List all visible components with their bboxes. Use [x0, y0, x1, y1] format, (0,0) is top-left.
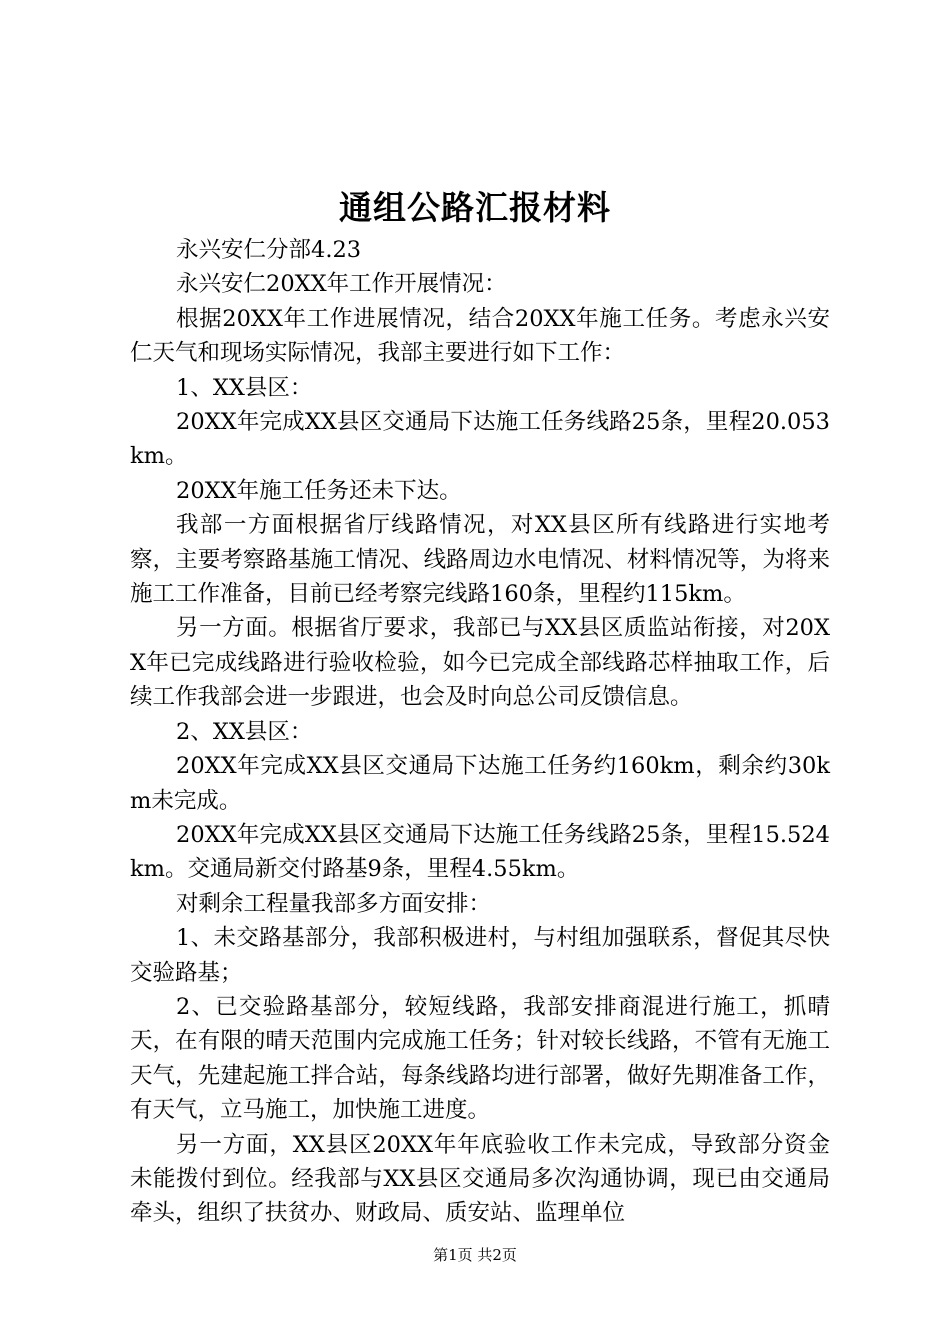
paragraph: 我部一方面根据省厅线路情况，对XX县区所有线路进行实地考察，主要考察路基施工情况、线路周边水电情况、材料情况等，为将来施工工作准备，目前已经考察完线路160条，里程约115km。	[130, 512, 830, 608]
paragraph-heading: 永兴安仁20XX年工作开展情况：	[176, 271, 507, 298]
paragraph: 2、已交验路基部分，较短线路，我部安排商混进行施工，抓晴天，在有限的晴天范围内完成施工任务；针对较长线路，不管有无施工天气，先建起施工拌合站，每条线路均进行部署，做好先期准备工作，有天气，立马施工，加快施工进度。	[130, 993, 830, 1124]
paragraph: 20XX年施工任务还未下达。	[176, 477, 462, 504]
paragraph-section-1: 1、XX县区：	[176, 374, 313, 401]
paragraph: 20XX年完成XX县区交通局下达施工任务约160km，剩余约30km未完成。	[130, 753, 830, 814]
paragraph-intro: 根据20XX年工作进展情况，结合20XX年施工任务。考虑永兴安仁天气和现场实际情况，我部主要进行如下工作：	[130, 305, 830, 367]
paragraph: 另一方面。根据省厅要求，我部已与XX县区质监站衔接，对20XX年已完成线路进行验收检验，如今已完成全部线路芯样抽取工作，后续工作我部会进一步跟进，也会及时向总公司反馈信息。	[130, 615, 830, 711]
paragraph: 1、未交路基部分，我部积极进村，与村组加强联系，督促其尽快交验路基；	[130, 925, 830, 986]
paragraph: 另一方面，XX县区20XX年年底验收工作未完成，导致部分资金未能拨付到位。经我部与XX县区交通局多次沟通协调，现已由交通局牵头，组织了扶贫办、财政局、质安站、监理单位	[130, 1131, 830, 1227]
paragraph: 20XX年完成XX县区交通局下达施工任务线路25条，里程20.053km。	[130, 409, 830, 470]
paragraph: 20XX年完成XX县区交通局下达施工任务线路25条，里程15.524km。交通局新交付路基9条，里程4.55km。	[130, 821, 830, 883]
paragraph-dateline: 永兴安仁分部4.23	[176, 237, 362, 263]
document-title: 通组公路汇报材料	[339, 188, 611, 227]
paragraph-section-2: 2、XX县区：	[176, 718, 313, 745]
page-footer: 第1页 共2页	[433, 1246, 517, 1264]
document-body	[130, 233, 830, 1231]
paragraph: 对剩余工程量我部多方面安排：	[176, 890, 492, 917]
